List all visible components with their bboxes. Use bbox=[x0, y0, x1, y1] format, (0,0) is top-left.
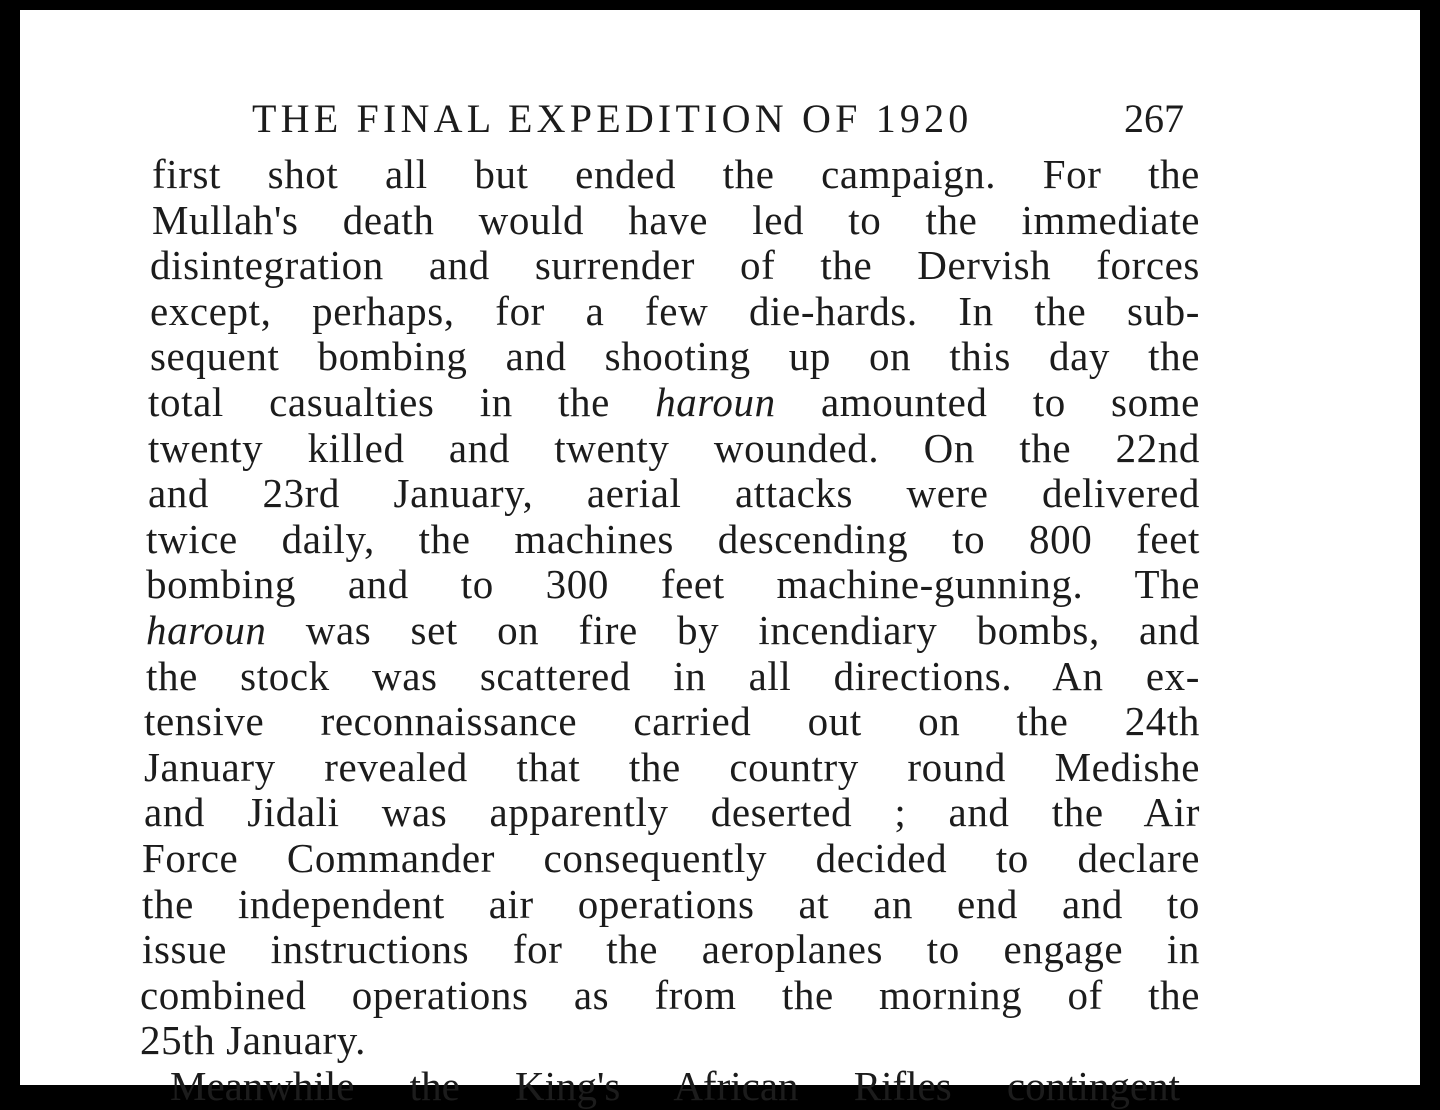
text-segment: total casualties in the bbox=[148, 378, 656, 425]
text-line: issue instructions for the aeroplanes to engage in bbox=[142, 926, 1200, 973]
text-line: and Jidali was apparently deserted ; and the Air bbox=[144, 789, 1200, 836]
text-line: January revealed that the country round Medishe bbox=[144, 743, 1200, 790]
text-line: twenty killed and twenty wounded. On the 22nd bbox=[148, 424, 1200, 471]
text-line: tensive reconnaissance carried out on the 24th bbox=[144, 698, 1200, 745]
italic-word: haroun bbox=[146, 606, 267, 653]
running-header bbox=[252, 94, 1184, 144]
page-number: 267 bbox=[1124, 96, 1184, 141]
text-line: bombing and to 300 feet machine-gunning. The bbox=[146, 561, 1200, 608]
text-line: sequent bombing and shooting up on this day the bbox=[150, 333, 1200, 380]
text-line: 25th January. bbox=[140, 1017, 367, 1064]
text-line: Mullah's death would have led to the immediate bbox=[152, 196, 1200, 243]
book-page bbox=[20, 10, 1420, 1109]
text-line: the independent air operations at an end and to bbox=[142, 880, 1200, 927]
running-title: THE FINAL EXPEDITION OF 1920 bbox=[252, 96, 973, 141]
text-line bbox=[146, 608, 1200, 654]
text-line bbox=[148, 380, 1200, 426]
text-line: and 23rd January, aerial attacks were delivered bbox=[148, 470, 1200, 517]
text-segment: was set on fire by incendiary bombs, and bbox=[266, 606, 1200, 653]
cut-off-text-line: Meanwhile the King's African Rifles contingent bbox=[170, 1063, 1180, 1109]
text-line: combined operations as from the morning of the bbox=[140, 971, 1200, 1018]
text-segment: amounted to some bbox=[775, 378, 1200, 425]
text-line: disintegration and surrender of the Dervish forces bbox=[150, 242, 1200, 289]
text-line: the stock was scattered in all directions. An ex- bbox=[146, 652, 1200, 699]
text-line: twice daily, the machines descending to 800 feet bbox=[146, 515, 1200, 562]
text-line: Force Commander consequently decided to declare bbox=[142, 834, 1200, 881]
italic-word: haroun bbox=[655, 378, 776, 425]
text-line: first shot all but ended the campaign. For the bbox=[152, 151, 1200, 197]
text-line: except, perhaps, for a few die-hards. In the sub- bbox=[150, 287, 1200, 334]
body-text bbox=[124, 151, 1200, 1064]
